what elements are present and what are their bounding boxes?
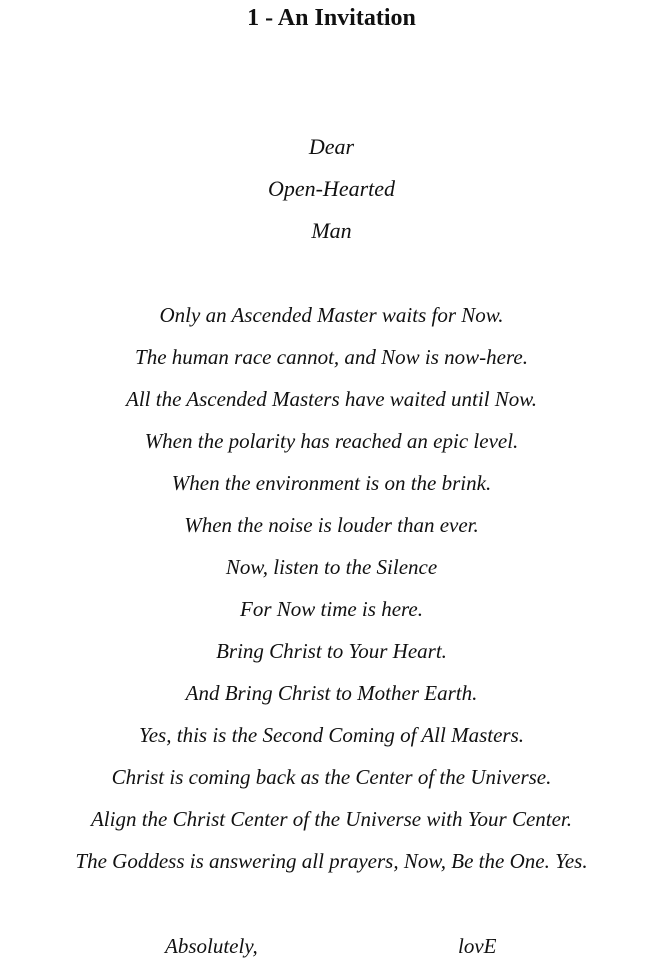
poem-line: Only an Ascended Master waits for Now. <box>159 303 504 327</box>
poem-line: The Goddess is answering all prayers, Now, Be the One. Yes. <box>75 849 588 873</box>
closing-text: Absolutely, <box>165 934 258 958</box>
poem-body <box>0 294 663 882</box>
salutation-line: Man <box>311 218 352 243</box>
poem-line: When the environment is on the brink. <box>171 471 492 495</box>
poem-line: Align the Christ Center of the Universe with Your Center. <box>90 807 573 831</box>
poem-line: And Bring Christ to Mother Earth. <box>185 681 478 705</box>
poem-line: Now, listen to the Silence <box>225 555 438 579</box>
poem-line: All the Ascended Masters have waited until Now. <box>126 387 537 411</box>
salutation-line: Dear <box>308 134 355 159</box>
poem-line: When the noise is louder than ever. <box>184 513 479 537</box>
poem-line: Christ is coming back as the Center of the Universe. <box>111 765 552 789</box>
page-title: 1 - An Invitation <box>247 5 416 31</box>
signature-text: lovE <box>458 934 497 958</box>
poem-line: Yes, this is the Second Coming of All Masters. <box>138 723 524 747</box>
salutation-line: Open-Hearted <box>267 176 396 201</box>
poem-line: The human race cannot, and Now is now-here. <box>135 345 528 369</box>
poem-line: For Now time is here. <box>240 597 423 621</box>
salutation <box>0 126 663 252</box>
signoff <box>0 926 663 966</box>
poem-line: Bring Christ to Your Heart. <box>216 639 447 663</box>
poem-line: When the polarity has reached an epic level. <box>144 429 519 453</box>
